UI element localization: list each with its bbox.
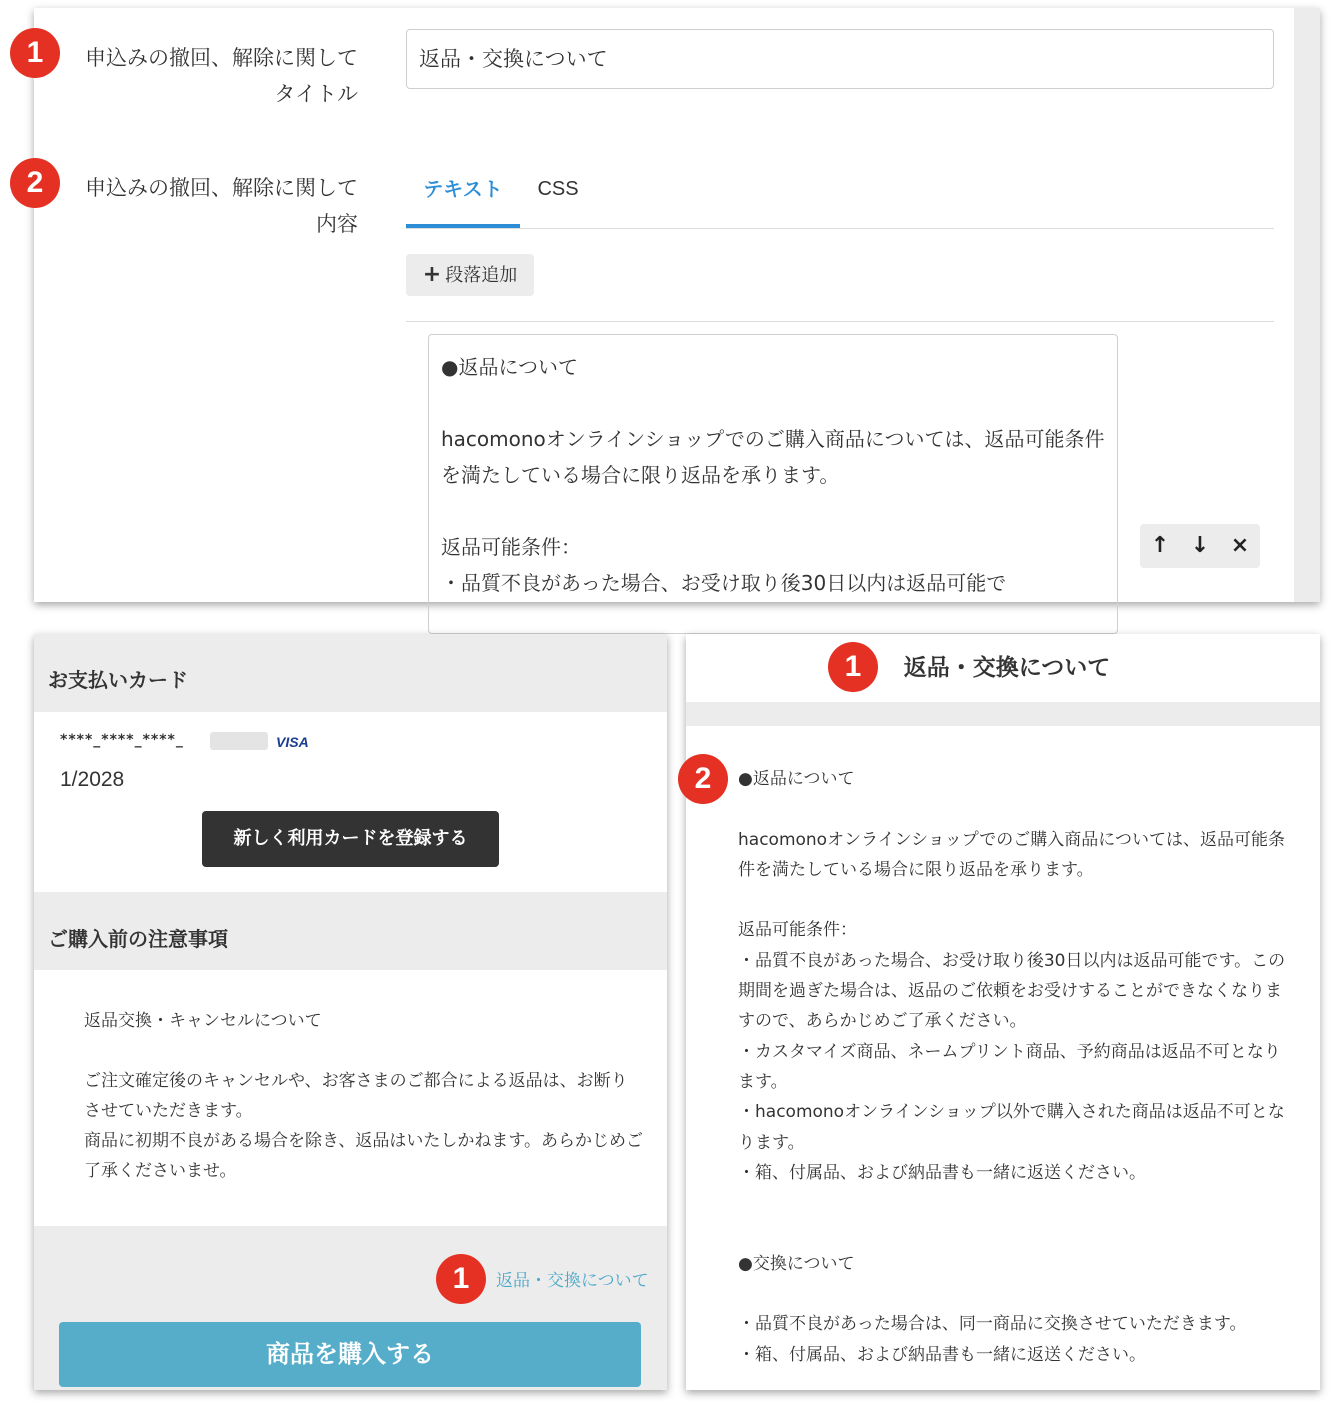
arrow-up-icon[interactable]: ↑ bbox=[1150, 533, 1170, 558]
preview-body-text: ●返品について hacomonoオンラインショップでのご購入商品については、返品可能条件を満たしている場合に限り返品を承ります。 返品可能条件： ・品質不良があった場合、お受け取り後30日以内は返品可能です。この期間を過ぎた場合は、返品のご依頼をお受けすることができなくなりますので、あらかじめご了承ください。 ・カスタマイズ商品、ネームプリント商品、予約商品は返品不可となります。 ・hacomonoオンラインショップ以外で購入された商品は返品不可となります。 ・箱、付属品、および納品書も一緒に返送ください。 ●交換について ・品質不良があった場合は、同一商品に交換させていただきます。 ・箱、付属品、および納品書も一緒に返送ください。 bbox=[738, 769, 1286, 1365]
paragraph-controls bbox=[1140, 524, 1260, 568]
notice-text: 返品交換・キャンセルについて ご注文確定後のキャンセルや、お客さまのご都合による返品は、お断りさせていただきます。 商品に初期不良がある場合を除き、返品はいたしかねます。あらかじめご了承くださいませ。 bbox=[84, 1011, 643, 1181]
annotation-badge-2: 2 bbox=[10, 158, 60, 208]
content-field-label: 申込みの撤回、解除に関して 内容 bbox=[85, 176, 358, 236]
title-input[interactable]: 返品・交換について bbox=[406, 29, 1274, 89]
annotation-badge-1: 1 bbox=[828, 642, 878, 692]
annotation-badge-2: 2 bbox=[678, 754, 728, 804]
card-number: ****_****_****_ bbox=[60, 732, 184, 748]
arrow-down-icon[interactable]: ↓ bbox=[1190, 533, 1210, 558]
add-paragraph-label: 段落追加 bbox=[445, 265, 518, 286]
notice-header: ご購入前の注意事項 bbox=[34, 892, 667, 970]
plus-icon: + bbox=[422, 262, 442, 287]
title-field-label: 申込みの撤回、解除に関して タイトル bbox=[85, 46, 358, 106]
tab-divider bbox=[406, 228, 1274, 229]
preview-divider-bar bbox=[686, 702, 1320, 726]
annotation-badge-1: 1 bbox=[10, 28, 60, 78]
close-icon[interactable]: × bbox=[1230, 533, 1250, 558]
purchase-button[interactable]: 商品を購入する bbox=[59, 1322, 641, 1387]
tab-text[interactable]: テキスト bbox=[406, 168, 520, 228]
checkout-panel bbox=[34, 634, 667, 1390]
scrollbar[interactable] bbox=[1294, 8, 1320, 602]
add-paragraph-button[interactable] bbox=[406, 254, 534, 296]
editor-panel bbox=[26, 8, 1320, 602]
card-number-blur bbox=[210, 732, 268, 750]
payment-card-header: お支払いカード bbox=[34, 634, 667, 712]
return-exchange-link[interactable]: 返品・交換について bbox=[496, 1271, 649, 1291]
register-card-button[interactable]: 新しく利用カードを登録する bbox=[202, 811, 499, 867]
card-expiry: 1/2028 bbox=[60, 768, 125, 791]
annotation-badge-1: 1 bbox=[436, 1254, 486, 1304]
tab-css[interactable]: CSS bbox=[537, 178, 579, 200]
divider bbox=[406, 321, 1274, 322]
visa-logo: VISA bbox=[276, 734, 309, 750]
preview-title: 返品・交換について bbox=[903, 655, 1111, 681]
paragraph-textarea[interactable]: ●返品について hacomonoオンラインショップでのご購入商品については、返品可能条件を満たしている場合に限り返品を承ります。 返品可能条件： ・品質不良があった場合、お受け取り後30日以内は返品可能で bbox=[428, 334, 1118, 634]
preview-panel bbox=[686, 634, 1320, 1390]
